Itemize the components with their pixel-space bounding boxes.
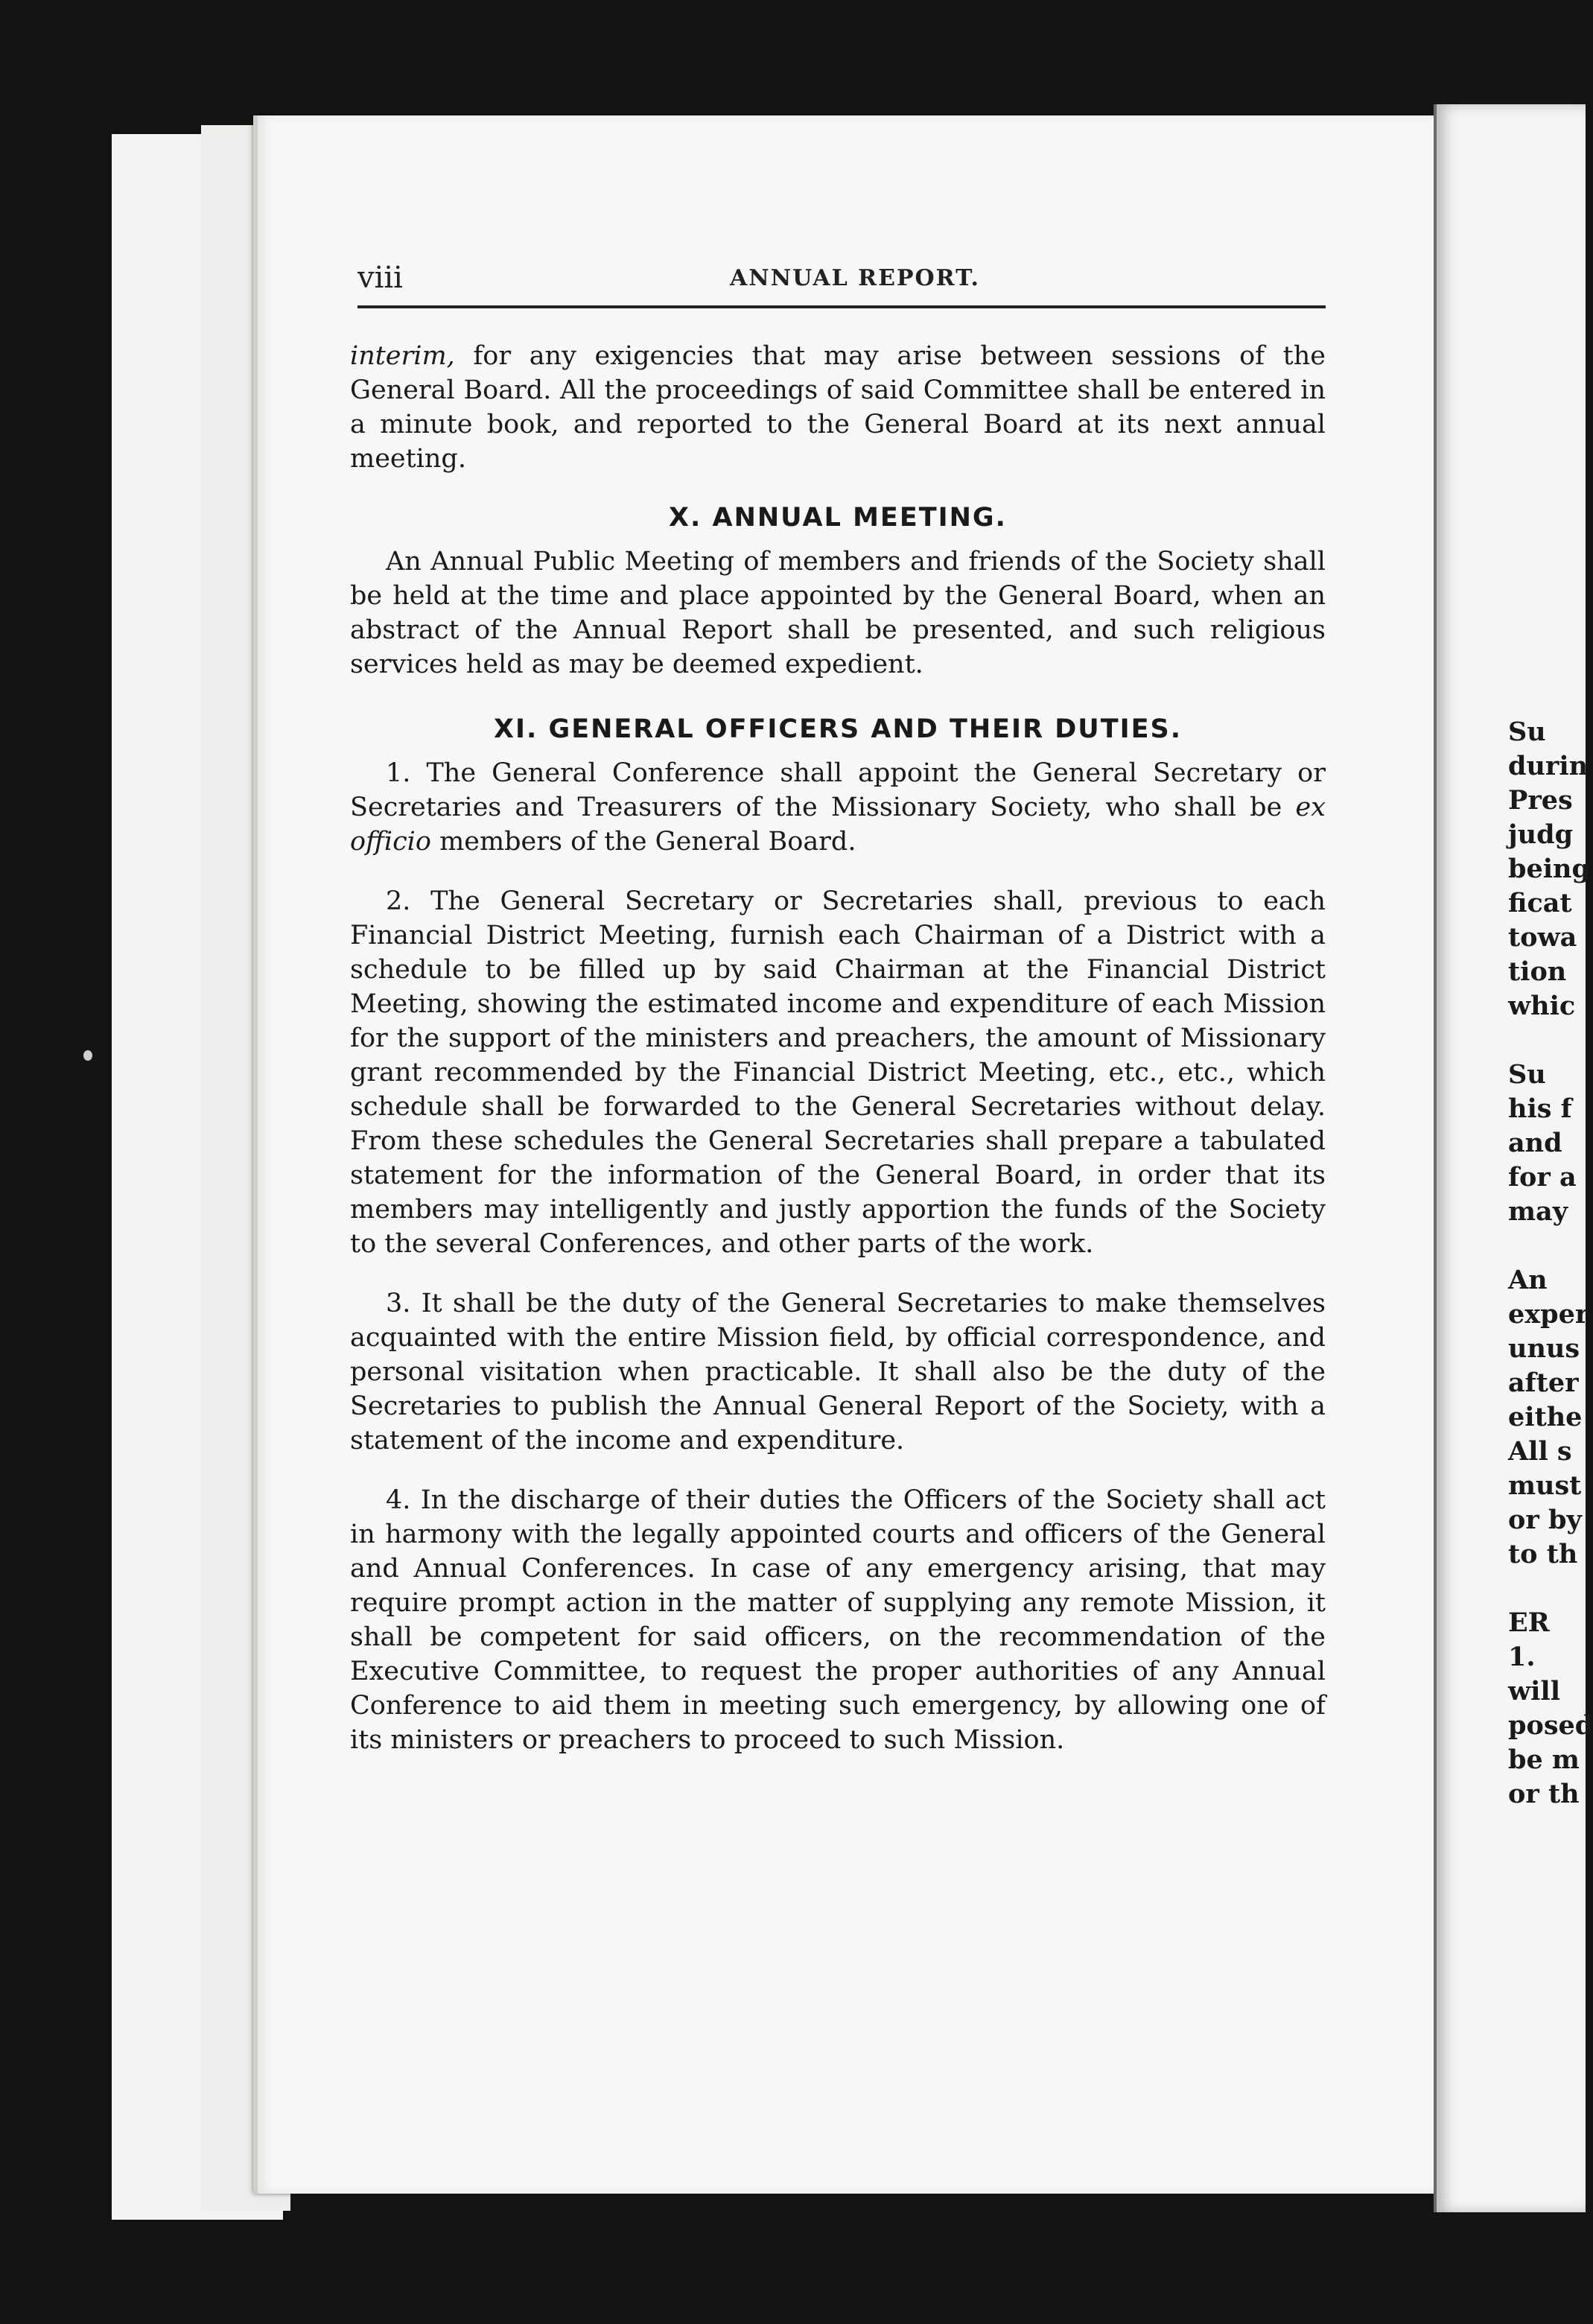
facing-page-line: being — [1508, 854, 1590, 884]
facing-page-line: be m — [1508, 1744, 1580, 1775]
paragraph-item-1 — [350, 756, 1326, 859]
body-text — [350, 339, 1326, 1782]
facing-page-line — [1508, 1229, 1593, 1263]
paragraph-text: for any exigencies that may arise between sessions of the General Board. All the proceedings of said Committee shall be entered in a minute book, and reported to the General Board at its next annual meeting. — [350, 341, 1326, 474]
facing-page-line: posed — [1508, 1710, 1593, 1741]
facing-page-line: All s — [1508, 1436, 1572, 1467]
section-heading-annual-meeting: X. ANNUAL MEETING. — [669, 503, 1007, 533]
facing-page-line: 1. — [1508, 1642, 1536, 1672]
facing-page-line: unus — [1508, 1333, 1580, 1364]
facing-page-line: exper — [1508, 1299, 1589, 1330]
paragraph-item-2: 2. The General Secretary or Secretaries shall, previous to each Financial District Meeting, furnish each Chairman of a District with a schedule to be filled up by said Chairman at the Financial District Meeting, showing the estimated income and expenditure of each Mission for the support of the ministers and preachers, the amount of Missionary grant recommended by the Financial District Meeting, etc., etc., which schedule shall be forwarded to the General Secretaries without delay. From these schedules the General Secretaries shall prepare a tabulated statement for the information of the General Board, in order that its members may intelligently and justly apportion the funds of the Society to the several Conferences, and other parts of the work. — [350, 886, 1326, 1259]
paragraph-continuation — [350, 339, 1326, 476]
item-1-text-b: members of the General Board. — [430, 827, 856, 857]
facing-page-line: to th — [1508, 1539, 1578, 1569]
running-head: ANNUAL REPORT. — [730, 265, 980, 291]
facing-page-line: ER — [1508, 1607, 1550, 1638]
facing-page-line: for a — [1508, 1162, 1577, 1193]
facing-page-line: judg — [1508, 819, 1574, 850]
facing-page-line: may — [1508, 1196, 1568, 1227]
paragraph-item-3: 3. It shall be the duty of the General Secretaries to make themselves acquainted with the entire Mission field, by official correspondence, and personal visitation when practicable. It shall also be the duty of the Secretaries to publish the Annual General Report of the Society, with a statement of the income and expenditure. — [350, 1289, 1326, 1455]
item-1-text-a: 1. The General Conference shall appoint the General Secretary or Secretaries and Treasurers of the Missionary Society, who shall be — [350, 758, 1326, 822]
facing-page-line: his f — [1508, 1093, 1572, 1124]
section-heading-general-officers: XI. GENERAL OFFICERS AND THEIR DUTIES. — [493, 714, 1182, 744]
facing-page-line: An — [1508, 1265, 1548, 1295]
facing-page-line: whic — [1508, 991, 1576, 1021]
facing-page-line: tion — [1508, 956, 1567, 987]
facing-page-line: eithe — [1508, 1402, 1583, 1432]
facing-page-line: towa — [1508, 922, 1577, 953]
facing-page-line: must — [1508, 1470, 1582, 1501]
facing-page-line: durin — [1508, 751, 1589, 781]
facing-page-text-fragments — [1508, 715, 1593, 1812]
facing-page-line — [1508, 1023, 1593, 1058]
facing-page-line: ficat — [1508, 888, 1572, 918]
facing-page-line: after — [1508, 1368, 1579, 1398]
facing-page-line: Su — [1508, 717, 1546, 747]
facing-page-line: and — [1508, 1128, 1562, 1158]
paragraph-annual-meeting: An Annual Public Meeting of members and friends of the Society shall be held at the time and place appointed by the General Board, when an abstract of the Annual Report shall be presented, and such religious services held as may be deemed expedient. — [350, 547, 1326, 679]
page-header — [357, 261, 1326, 308]
facing-page-line: Pres — [1508, 785, 1573, 816]
paragraph-item-4: 4. In the discharge of their duties the Officers of the Society shall act in harmony with the legally appointed courts and officers of the General and Annual Conferences. In case of any emergency arising, that may require prompt action in the matter of supplying any remote Mission, it shall be competent for said officers, on the recommendation of the Executive Committee, to request the proper authorities of any Annual Conference to aid them in meeting such emergency, by allowing one of its ministers or preachers to proceed to such Mission. — [350, 1485, 1326, 1755]
italic-word: interim, — [350, 341, 455, 371]
scan-speck — [83, 1050, 92, 1061]
facing-page-line: or by — [1508, 1505, 1582, 1535]
facing-page-line: or th — [1508, 1779, 1580, 1809]
page-number: viii — [357, 261, 403, 295]
facing-page-line: will — [1508, 1676, 1561, 1707]
facing-page-line — [1508, 1572, 1593, 1606]
italic-ex-officio: ex officio — [350, 793, 1326, 857]
facing-page-line: Su — [1508, 1059, 1546, 1090]
